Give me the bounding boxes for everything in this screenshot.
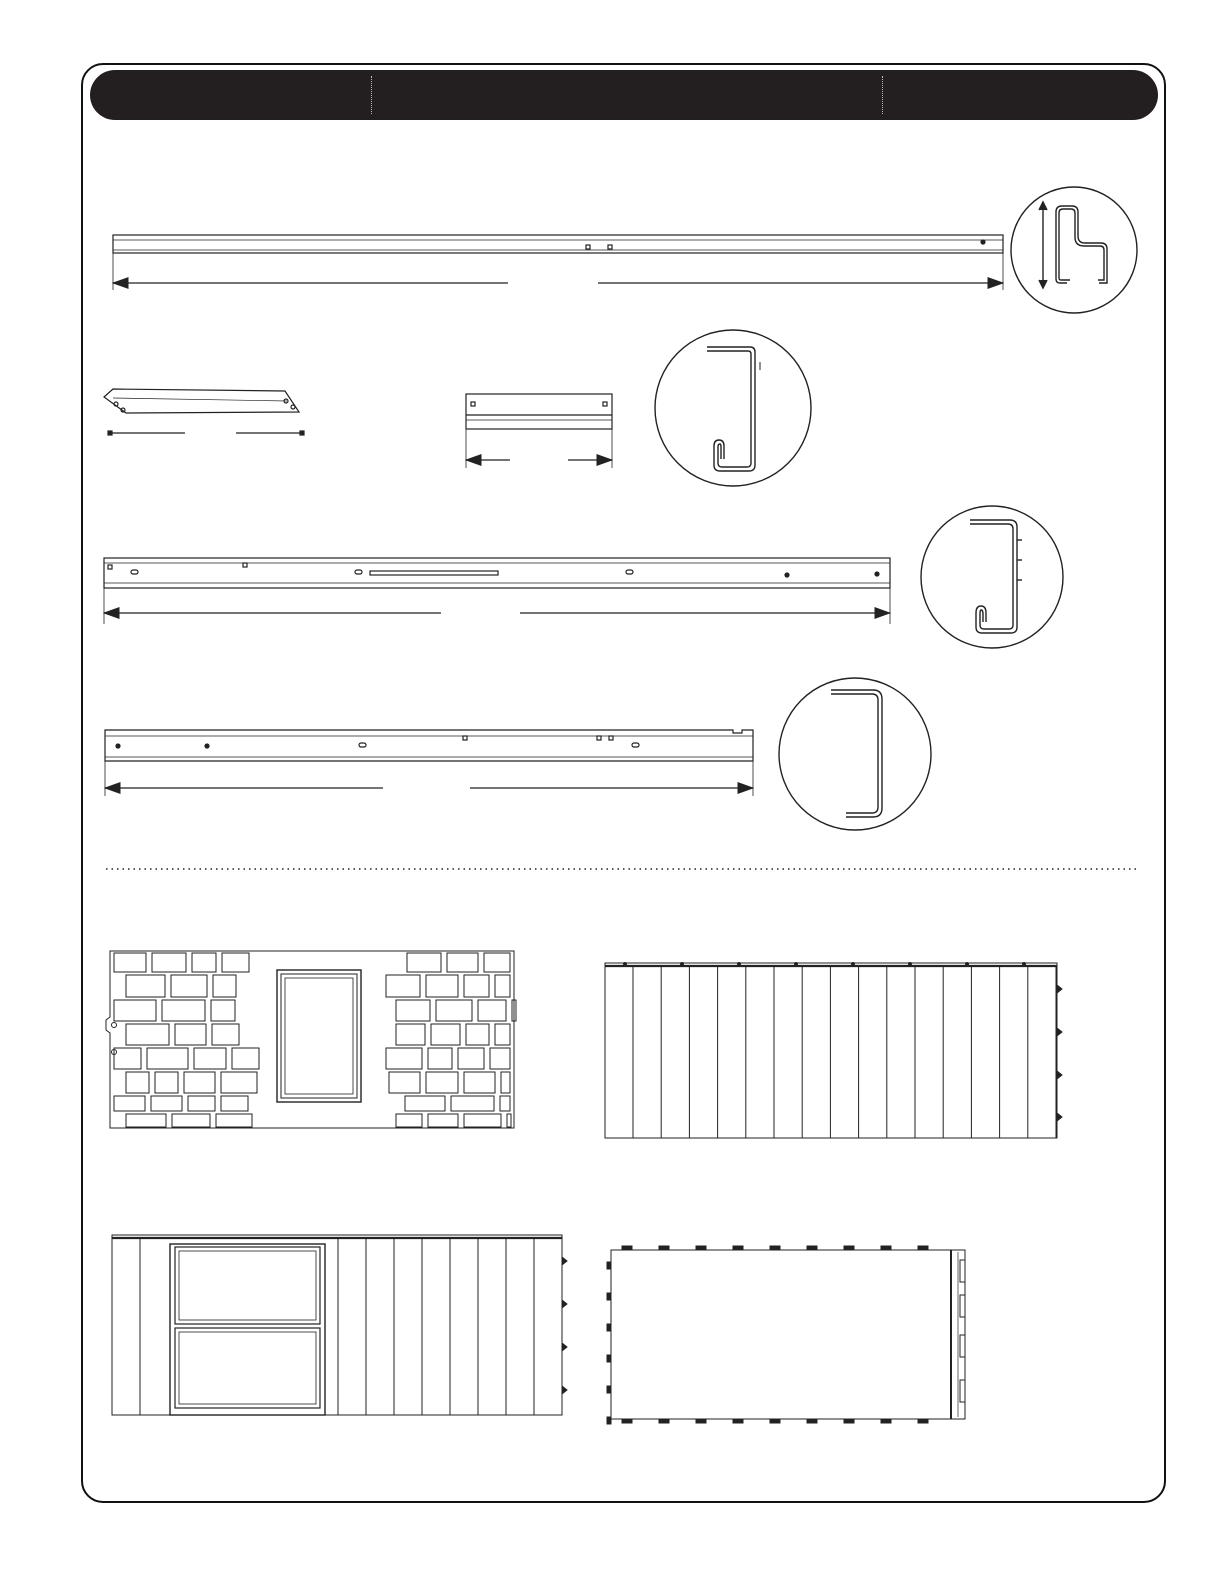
stone-block [155,1072,178,1093]
stone-block [464,975,489,997]
hinge [960,1380,965,1402]
panel-tab [881,1246,891,1250]
stone-block [188,1096,215,1111]
stone-block [426,975,458,997]
stone-block [126,1072,149,1093]
long-channel-profile [1011,187,1137,313]
stone-block [426,1072,458,1093]
double-window-panel [112,1235,567,1415]
stone-block [447,953,478,972]
middle-rail-profile [921,506,1063,648]
stone-block [172,1114,210,1127]
panel-tab [607,1417,611,1424]
stone-block [466,1024,489,1045]
stone-block [114,1000,156,1021]
hinge [960,1260,965,1282]
stone-block [386,975,420,997]
long-channel-part [113,235,1003,290]
stone-block [221,1072,257,1093]
stone-block [501,1072,510,1093]
stone-block [389,1072,420,1093]
stone-block [396,1000,430,1021]
short-channel-part [466,394,612,468]
panel-tab [770,1246,780,1250]
stone-block [216,1114,252,1127]
stone-block [151,1096,182,1111]
stone-block [162,1000,205,1021]
stone-block [232,1048,259,1069]
stone-block [464,1072,495,1093]
stone-block [184,1072,215,1093]
stone-block [221,1096,248,1111]
middle-rail-part [104,558,890,624]
stone-block [500,1096,510,1111]
panel-tab [807,1419,817,1423]
panel-tab [770,1419,780,1423]
panel-tab [733,1419,743,1423]
stone-block [405,1096,445,1111]
rivet [966,963,969,966]
stone-block [478,1000,506,1021]
panel-tab [659,1419,669,1423]
stone-block [211,1000,235,1021]
rivet [1023,963,1026,966]
stone-block [114,953,146,972]
stone-block [386,1048,422,1069]
panel-tab [607,1355,611,1362]
stone-block [152,953,186,972]
panel-tab [918,1419,928,1423]
stone-block [396,1114,422,1127]
rivet [681,963,684,966]
panel-tab [807,1246,817,1250]
rivet [624,963,627,966]
rivet [795,963,798,966]
stone-block [428,1114,458,1127]
flat-panel [607,1246,965,1424]
stone-window-panel [106,951,516,1128]
stone-block [222,953,249,972]
panel-tab [607,1293,611,1300]
panel-tab [607,1386,611,1393]
stone-block [407,953,441,972]
stone-block [213,975,236,997]
panel-tab [918,1246,928,1250]
lower-rail-part [105,730,753,796]
panel-tab [622,1419,632,1423]
stone-block [490,1048,510,1069]
stone-block [212,1024,239,1045]
stone-block [175,1024,206,1045]
stone-block [431,1024,460,1045]
stone-block [114,1096,145,1111]
stone-block [464,1114,501,1127]
stone-block [436,1000,472,1021]
panel-tab [696,1419,706,1423]
rivet [909,963,912,966]
panel-tab [733,1246,743,1250]
stone-block [451,1096,494,1111]
ribbed-panel [605,963,1062,1139]
stone-block [484,953,510,972]
stone-block [428,1048,452,1069]
stone-block [114,1048,141,1069]
panel-tab [659,1246,669,1250]
stone-block [458,1048,484,1069]
stone-block [126,1114,166,1127]
stone-block [396,1024,425,1045]
stone-block [507,1114,511,1127]
stone-block [495,975,510,997]
panel-tab [607,1262,611,1269]
stone-block [147,1048,188,1069]
panel-tab [881,1419,891,1423]
rivet [738,963,741,966]
panel-tab [696,1246,706,1250]
rivet [852,963,855,966]
stone-block [495,1024,510,1045]
short-channel-profile [655,330,811,486]
stone-block [192,953,216,972]
stone-block [126,975,165,997]
stone-block [194,1048,226,1069]
hinge [960,1295,965,1317]
panel-tab [844,1246,854,1250]
panel-tab [607,1324,611,1331]
hinge [960,1335,965,1357]
short-brace-part [104,389,304,435]
stone-block [126,1024,169,1045]
panel-tab [844,1419,854,1423]
lower-rail-profile [779,678,931,830]
stone-block [171,975,207,997]
panel-tab [622,1246,632,1250]
